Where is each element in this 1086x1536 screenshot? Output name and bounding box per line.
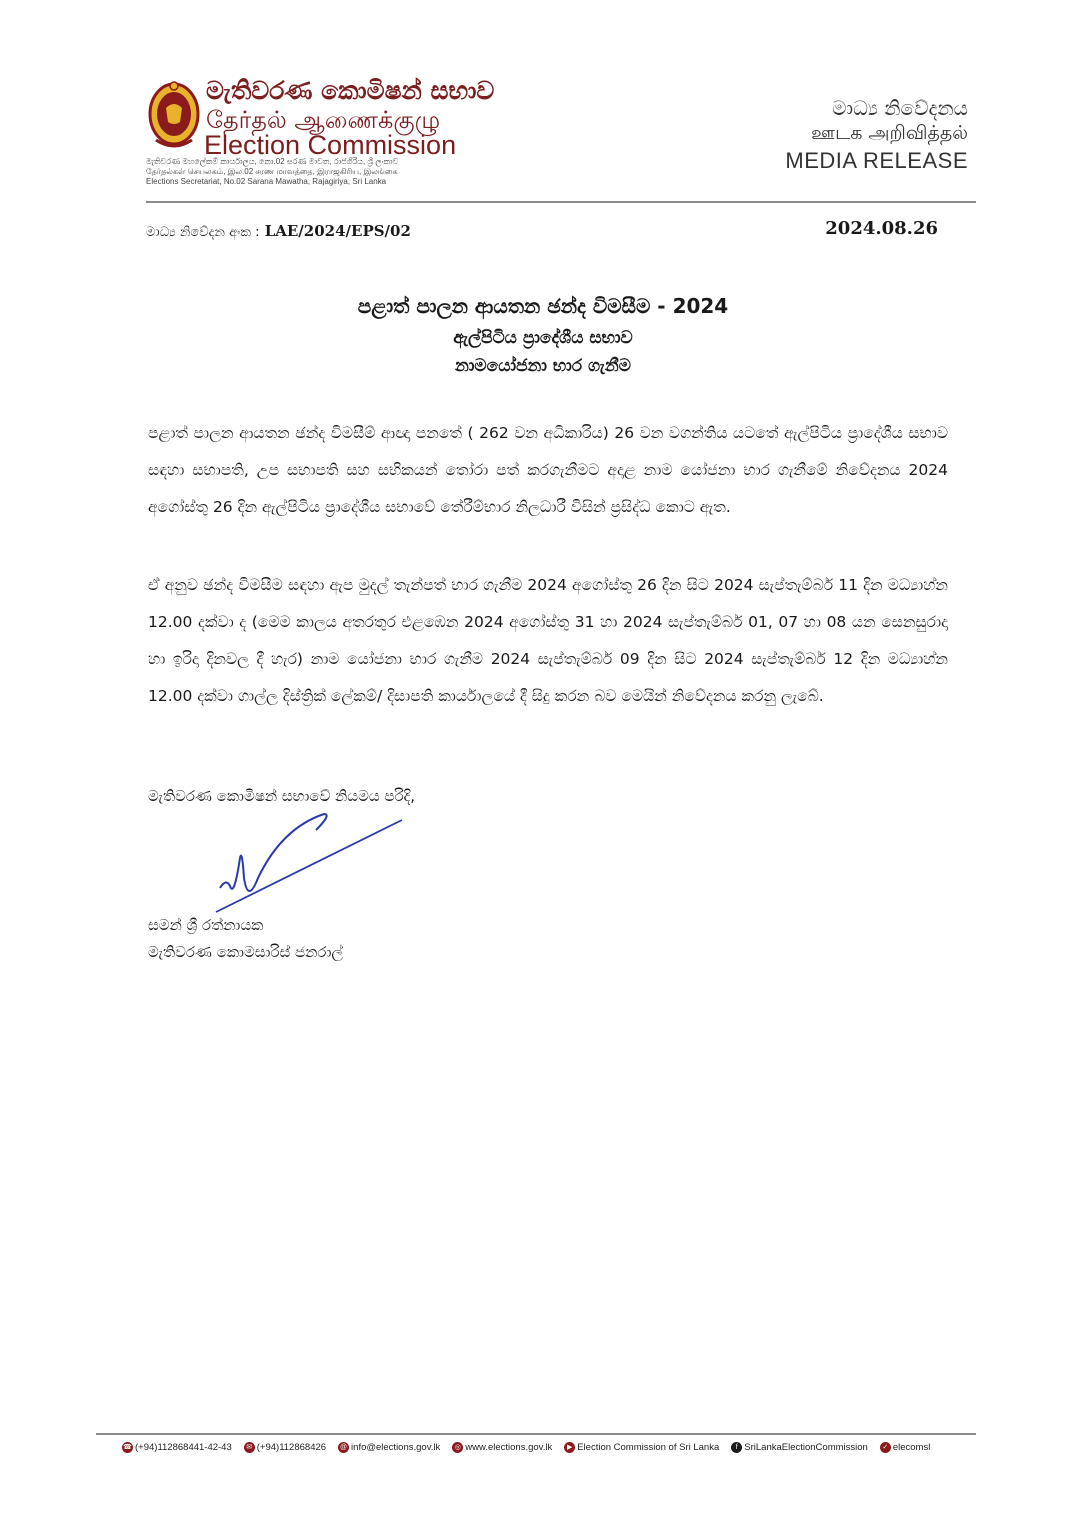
youtube-text: Election Commission of Sri Lanka <box>577 1442 720 1453</box>
body-paragraph-2: ඒ අනුව ඡන්ද විමසීම සඳහා ඇප මුදල් තැන්පත් භාර ගැනීම 2024 අගෝස්තු 26 දින සිට 2024 සැප්තැම්බර් 11 දින මධ්‍යාහ්න 12.00 දක්වා ද (මෙම කාලය අතරතුර එළඹෙන 2024 අගෝස්තු 31 හා 2024 සැප්තැම්බර් 01, 07 හා 08 යන සෙනසුරාදා හා ඉරිදා දිනවල දී හැර) නාම යෝජනා භාර ගැනීම 2024 සැප්තැම්බර් 09 දින සිට 2024 සැප්තැම්බර් 12 දින මධ්‍යාහ්න 12.00 දක්වා ගාල්ල දිස්ත්‍රික් ලේකම්/ දිසාපති කාර්යාලයේ දී සිදු කරන බව මෙයින් නිවේදනය කරනු ලැබේ. <box>148 576 948 705</box>
closing-text: මැතිවරණ කොමිෂන් සභාවේ නියමය පරිදි, <box>148 787 416 805</box>
signer-title: මැතිවරණ කොමසාරිස් ජනරාල් <box>148 943 343 961</box>
release-date: 2024.08.26 <box>825 218 938 239</box>
sri-lanka-emblem-icon <box>146 78 202 152</box>
facebook-icon: f <box>731 1442 742 1453</box>
title-line-2: ඇල්පිටිය ප්‍රාදේශීය සභාව <box>453 328 633 348</box>
reference-label: මාධ්‍ය නිවේදන අංක : <box>146 225 260 240</box>
fax-icon: ✉ <box>244 1442 255 1453</box>
body-paragraph-1: පළාත් පාලන ආයතන ඡන්ද විමසීම් ආඥා පනතේ ( 262 වන අධිකාරිය) 26 වන වගන්තිය යටතේ ඇල්පිටිය ප්‍රාදේශීය සභාව සඳහා සභාපති, උප සභාපති සහ සභිකයන් තෝරා පත් කරගැනීමට අදාළ නාම යෝජනා භාර ගැනීමේ නිවේදනය 2024 අගෝස්තු 26 දින ඇල්පිටිය ප්‍රාදේශීය සභාවේ තේරීම්භාර නිලධාරී විසින් ප්‍රසිද්ධ කොට ඇත. <box>148 424 948 516</box>
footer-twitter[interactable] <box>880 1442 931 1453</box>
address-english: Elections Secretariat, No.02 Sarana Mawatha, Rajagiriya, Sri Lanka <box>146 177 387 186</box>
footer-fax[interactable] <box>244 1442 326 1453</box>
twitter-icon: ✓ <box>880 1442 891 1453</box>
footer-facebook[interactable] <box>731 1442 868 1453</box>
org-name-english: Election Commission <box>204 130 457 160</box>
reference-line <box>146 222 411 240</box>
email-text: info@elections.gov.lk <box>351 1442 441 1453</box>
footer-phone[interactable] <box>122 1442 232 1453</box>
globe-icon: ◎ <box>452 1442 463 1453</box>
footer-email[interactable] <box>338 1442 440 1453</box>
twitter-text: elecomsl <box>892 1442 931 1453</box>
address-sinhala: මැතිවරණ මහලේකම් කාර්යාලය, නො.02 සරණ මාවත, රාජගිරිය, ශ්‍රී ලංකාව <box>146 157 399 166</box>
fax-text: (+94)112868426 <box>256 1442 327 1453</box>
media-release-sinhala: මාධ්‍ය නිවේදනය <box>832 96 968 120</box>
media-release-english: MEDIA RELEASE <box>785 148 968 173</box>
title-line-3: නාමයෝජනා භාර ගැනීම <box>455 356 631 376</box>
footer-divider <box>96 1433 976 1435</box>
media-release-tamil: ஊடக அறிவித்தல் <box>811 122 968 144</box>
email-icon: @ <box>339 1444 348 1451</box>
facebook-text: SriLankaElectionCommission <box>744 1442 868 1453</box>
handwritten-signature <box>212 808 412 918</box>
address-tamil: தேர்தல்கள் செயலகம், இல.02 சரண மாவத்தை, இராஜகிரிய, இலங்கை <box>146 167 398 176</box>
signer-name: සමන් ශ්‍රී රත්නායක <box>148 916 264 934</box>
youtube-icon: ▶ <box>564 1442 575 1453</box>
phone-text: (+94)112868441-42-43 <box>135 1442 232 1453</box>
org-name-tamil: தேர்தல் ஆணைக்குழு <box>206 106 441 134</box>
footer-contacts <box>122 1442 942 1453</box>
title-line-1: පළාත් පාලන ආයතන ඡන්ද විමසීම - 2024 <box>357 294 729 318</box>
header-divider <box>146 201 976 203</box>
reference-number: LAE/2024/EPS/02 <box>264 222 411 240</box>
phone-icon: ☎ <box>123 1444 132 1451</box>
org-name-sinhala: මැතිවරණ කොමිෂන් සභාව <box>206 76 495 105</box>
footer-website[interactable] <box>452 1442 552 1453</box>
footer-youtube[interactable] <box>564 1442 719 1453</box>
website-text: www.elections.gov.lk <box>465 1442 553 1453</box>
